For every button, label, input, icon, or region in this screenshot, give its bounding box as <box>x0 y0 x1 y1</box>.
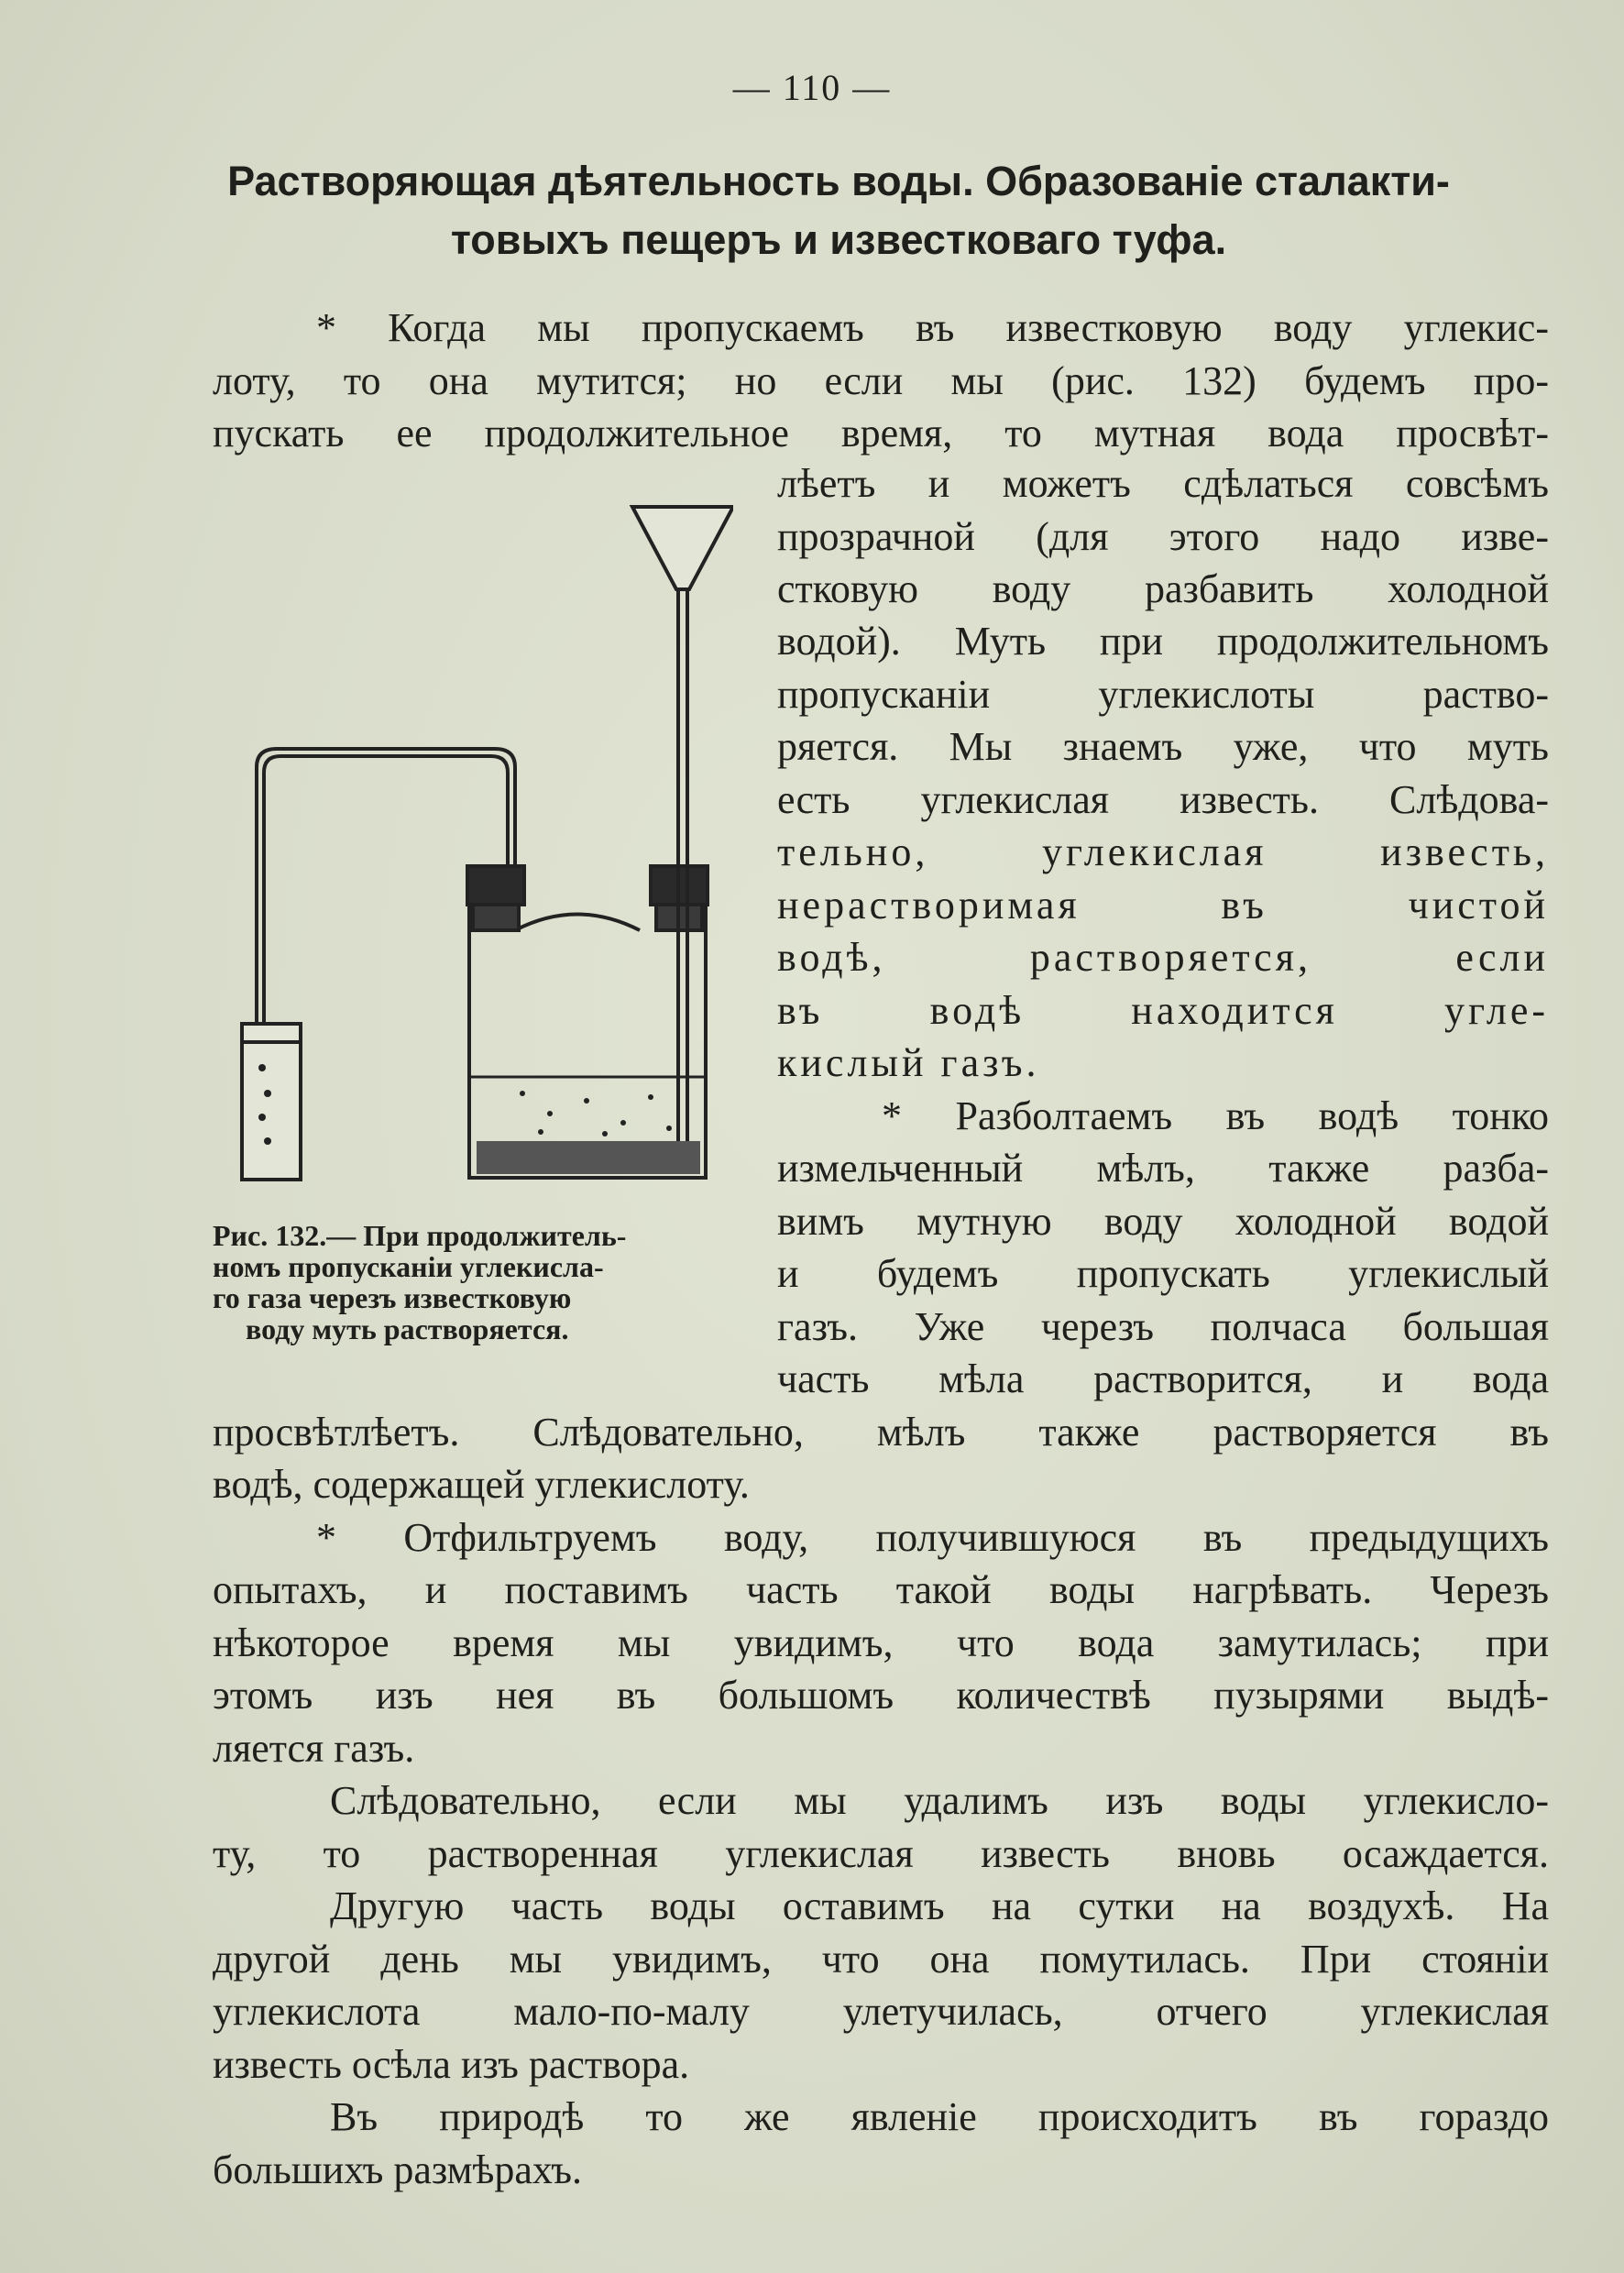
body-line: пускать ее продолжительное время, то мутная вода просвѣт- <box>213 411 1549 456</box>
figure-caption-line: Рис. 132.— При продолжитель- <box>213 1219 627 1252</box>
body-line: этомъ изъ нея въ большомъ количествѣ пузырями выдѣ- <box>213 1673 1549 1718</box>
body-line: опытахъ, и поставимъ часть такой воды нагрѣвать. Черезъ <box>213 1567 1549 1612</box>
body-line: часть мѣла растворится, и вода <box>777 1356 1549 1401</box>
figure-caption-line: го газа черезъ известковую <box>213 1281 572 1314</box>
body-line: кислый газъ. <box>777 1040 1040 1085</box>
body-line: измельченный мѣлъ, также разба- <box>777 1146 1549 1191</box>
body-line: * Когда мы пропускаемъ въ известковую воду углекис- <box>316 305 1549 350</box>
body-line: Слѣдовательно, если мы удалимъ изъ воды углекисло- <box>330 1778 1549 1823</box>
body-line: другой день мы увидимъ, что она помутилась. При стояніи <box>213 1937 1549 1982</box>
body-line: водой). Муть при продолжительномъ <box>777 619 1549 664</box>
body-line: прозрачной (для этого надо изве- <box>777 514 1549 559</box>
body-line: пропусканіи углекислоты раство- <box>777 672 1549 717</box>
body-line: ляется газъ. <box>213 1726 415 1771</box>
figure-caption-line: воду муть растворяется. <box>246 1312 569 1345</box>
body-line: есть углекислая известь. Слѣдова- <box>777 777 1549 822</box>
body-line: Въ природѣ то же явленіе происходитъ въ гораздо <box>330 2094 1549 2139</box>
body-line: большихъ размѣрахъ. <box>213 2147 582 2192</box>
page-number: — 110 — <box>732 67 892 108</box>
body-line: лѣетъ и можетъ сдѣлаться совсѣмъ <box>777 461 1549 506</box>
figure-caption-line: номъ пропусканіи углекисла- <box>213 1250 604 1283</box>
body-line: * Разболтаемъ въ водѣ тонко <box>882 1093 1549 1138</box>
body-line: водѣ, содержащей углекислоту. <box>213 1462 750 1507</box>
body-line: тельно, углекислая известь, <box>777 829 1549 874</box>
body-line: нерастворимая въ чистой <box>777 883 1549 928</box>
body-line: просвѣтлѣетъ. Слѣдовательно, мѣлъ также растворяется въ <box>213 1410 1549 1455</box>
body-line: водѣ, растворяется, если <box>777 935 1549 980</box>
body-line: ту, то растворенная углекислая известь вновь осаждается. <box>213 1831 1549 1876</box>
body-line: и будемъ пропускать углекислый <box>777 1251 1549 1296</box>
body-line: Другую часть воды оставимъ на сутки на воздухѣ. На <box>330 1883 1549 1928</box>
apparatus-figure <box>220 481 733 1214</box>
body-line: лоту, то она мутится; но если мы (рис. 132) будемъ про- <box>213 358 1549 403</box>
body-line: вимъ мутную воду холодной водой <box>777 1199 1549 1244</box>
section-title-line-1: Растворяющая дѣятельность воды. Образованіе сталакти- <box>227 158 1450 204</box>
body-line: известь осѣла изъ раствора. <box>213 2042 690 2087</box>
body-line: углекислота мало-по-малу улетучилась, отчего углекислая <box>213 1989 1549 2034</box>
body-line: газъ. Уже черезъ полчаса большая <box>777 1304 1549 1349</box>
body-line: * Отфильтруемъ воду, получившуюся въ предыдущихъ <box>316 1515 1549 1560</box>
body-line: въ водѣ находится угле- <box>777 988 1549 1033</box>
body-line: стковую воду разбавить холодной <box>777 566 1549 611</box>
body-line: нѣкоторое время мы увидимъ, что вода замутилась; при <box>213 1620 1549 1665</box>
section-title-line-2: товыхъ пещеръ и известковаго туфа. <box>450 216 1227 263</box>
body-line: ряется. Мы знаемъ уже, что муть <box>777 724 1549 769</box>
